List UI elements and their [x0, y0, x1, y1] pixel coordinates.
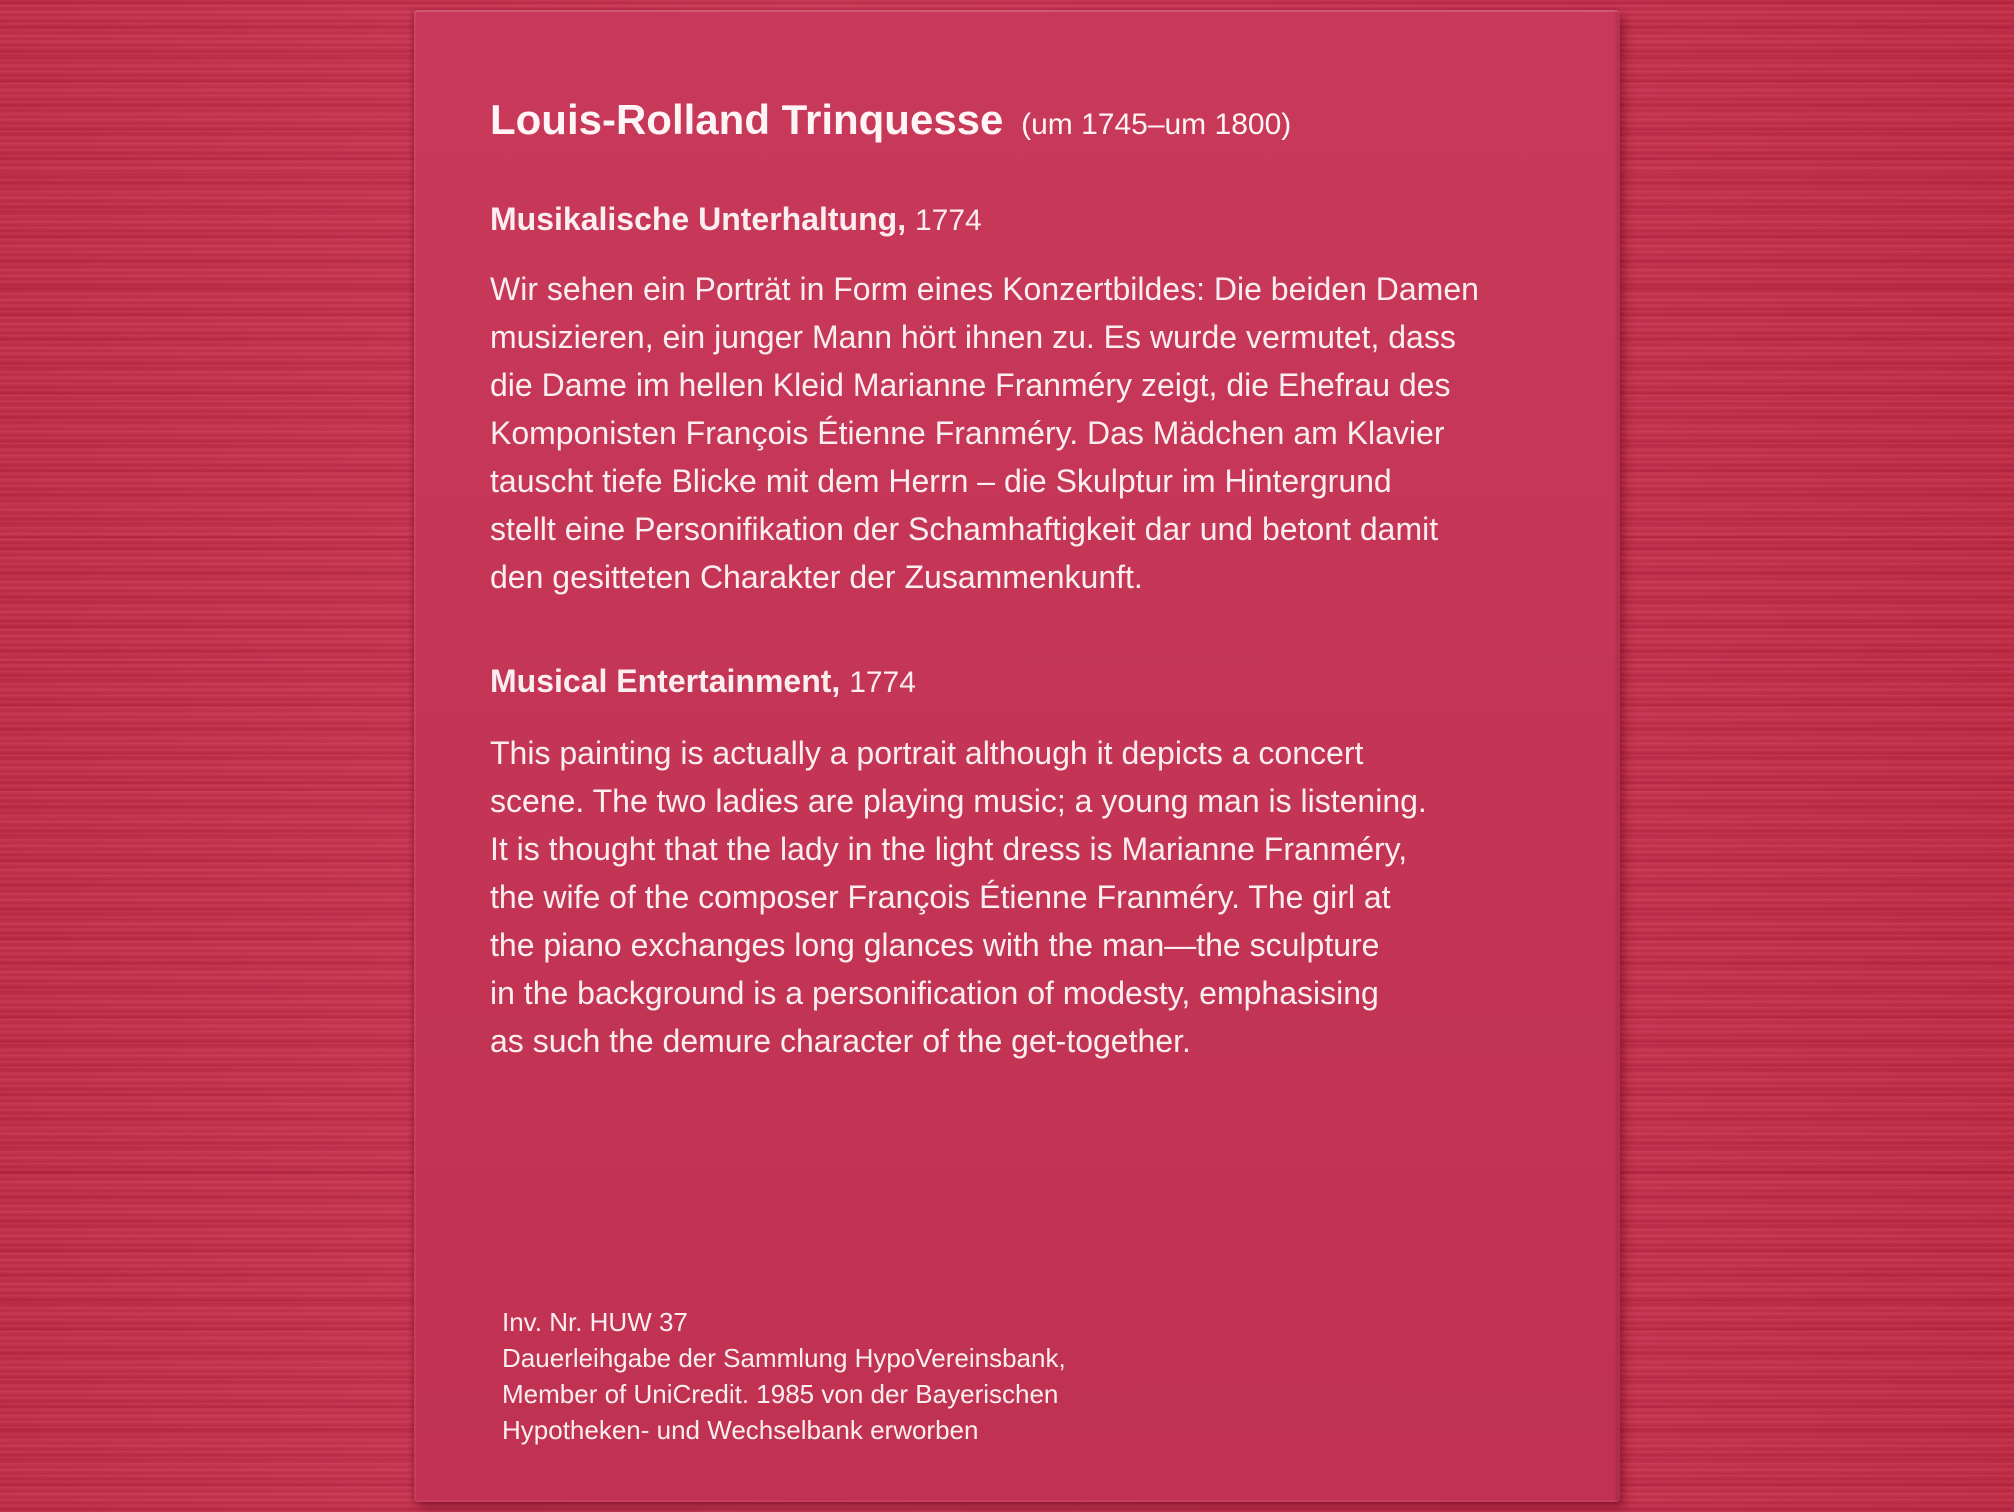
german-line: musizieren, ein junger Mann hört ihnen zu. Es wurde vermutet, dass	[490, 319, 1456, 355]
german-title: Musikalische Unterhaltung,	[490, 201, 907, 237]
german-line: Wir sehen ein Porträt in Form eines Konzertbildes: Die beiden Damen	[490, 271, 1479, 307]
german-line: tauscht tiefe Blicke mit dem Herrn – die Skulptur im Hintergrund	[490, 463, 1392, 499]
label-content	[490, 90, 1570, 1065]
english-line: scene. The two ladies are playing music; a young man is listening.	[490, 783, 1427, 819]
german-line: stellt eine Personifikation der Schamhaftigkeit dar und betont damit	[490, 511, 1439, 547]
inventory-number: Inv. Nr. HUW 37	[502, 1307, 688, 1337]
german-title-line	[490, 195, 1570, 245]
panel-edge-shadow	[1614, 10, 1620, 1502]
german-line: Komponisten François Étienne Franméry. Das Mädchen am Klavier	[490, 415, 1445, 451]
museum-label-panel	[414, 10, 1620, 1502]
artist-dates: (um 1745–um 1800)	[1021, 108, 1292, 141]
english-line: This painting is actually a portrait although it depicts a concert	[490, 735, 1364, 771]
english-line: in the background is a personification of modesty, emphasising	[490, 975, 1379, 1011]
german-line: den gesitteten Charakter der Zusammenkunft.	[490, 559, 1143, 595]
english-title-line	[490, 657, 1570, 707]
german-line: die Dame im hellen Kleid Marianne Franméry zeigt, die Ehefrau des	[490, 367, 1451, 403]
provenance-line: Dauerleihgabe der Sammlung HypoVereinsbank,	[502, 1343, 1066, 1373]
provenance-line: Hypotheken- und Wechselbank erworben	[502, 1415, 979, 1445]
provenance-footer	[502, 1304, 1302, 1448]
english-line: the piano exchanges long glances with the man—the sculpture	[490, 927, 1380, 963]
english-title: Musical Entertainment,	[490, 663, 841, 699]
german-description	[490, 265, 1570, 601]
german-year: 1774	[914, 204, 982, 237]
english-line: as such the demure character of the get-together.	[490, 1023, 1191, 1059]
artist-heading	[490, 90, 1570, 155]
english-line: It is thought that the lady in the light dress is Marianne Franméry,	[490, 831, 1408, 867]
english-line: the wife of the composer François Étienne Franméry. The girl at	[490, 879, 1391, 915]
artist-name: Louis-Rolland Trinquesse	[490, 96, 1004, 143]
english-year: 1774	[849, 666, 916, 699]
provenance-line: Member of UniCredit. 1985 von der Bayerischen	[502, 1379, 1059, 1409]
english-description	[490, 729, 1570, 1065]
